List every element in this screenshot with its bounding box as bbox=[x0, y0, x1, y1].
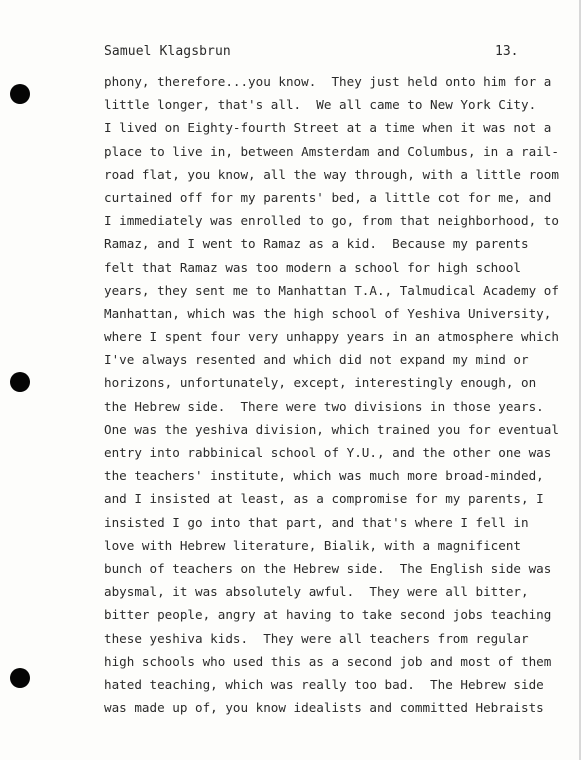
transcript-line: and I insisted at least, as a compromise for my parents, I bbox=[104, 491, 544, 507]
transcript-line: One was the yeshiva division, which trained you for eventual bbox=[104, 421, 559, 437]
transcript-line: abysmal, it was absolutely awful. They were all bitter, bbox=[104, 584, 529, 600]
transcript-line: phony, therefore...you know. They just held onto him for a bbox=[104, 74, 552, 89]
punch-hole bbox=[10, 668, 30, 688]
punch-hole bbox=[10, 372, 30, 392]
transcript-line: little longer, that's all. We all came to New York City. bbox=[104, 97, 537, 113]
transcript-line: I lived on Eighty-fourth Street at a time when it was not a bbox=[104, 120, 552, 136]
punch-hole bbox=[10, 84, 30, 104]
transcript-line: hated teaching, which was really too bad. The Hebrew side bbox=[104, 676, 544, 692]
header-interviewee-name: Samuel Klagsbrun bbox=[104, 44, 231, 59]
transcript-line: felt that Ramaz was too modern a school for high school bbox=[104, 259, 522, 275]
transcript-line: horizons, unfortunately, except, interestingly enough, on bbox=[104, 375, 537, 391]
page-number: 13. bbox=[495, 44, 519, 59]
transcript-line: years, they sent me to Manhattan T.A., Talmudical Academy of bbox=[104, 282, 559, 298]
transcript-body bbox=[104, 70, 574, 719]
transcript-line: I immediately was enrolled to go, from that neighborhood, to bbox=[104, 213, 559, 229]
transcript-line: Manhattan, which was the high school of Yeshiva University, bbox=[104, 305, 552, 321]
transcript-line: bunch of teachers on the Hebrew side. The English side was bbox=[104, 560, 552, 576]
transcript-line: curtained off for my parents' bed, a little cot for me, and bbox=[104, 189, 552, 205]
transcript-line: love with Hebrew literature, Bialik, with a magnificent bbox=[104, 537, 522, 553]
transcript-line: bitter people, angry at having to take second jobs teaching bbox=[104, 607, 552, 623]
transcript-line: place to live in, between Amsterdam and Columbus, in a rail- bbox=[104, 143, 559, 159]
transcript-line: insisted I go into that part, and that's where I fell in bbox=[104, 514, 529, 530]
transcript-line: the Hebrew side. There were two divisions in those years. bbox=[104, 398, 544, 414]
transcript-line: entry into rabbinical school of Y.U., and the other one was bbox=[104, 445, 552, 460]
transcript-line: road flat, you know, all the way through, with a little room bbox=[104, 166, 559, 182]
transcript-line: the teachers' institute, which was much more broad-minded, bbox=[104, 468, 544, 484]
transcript-line: high schools who used this as a second job and most of them bbox=[104, 653, 552, 669]
transcript-line: was made up of, you know idealists and committed Hebraists bbox=[104, 700, 544, 716]
transcript-line: I've always resented and which did not expand my mind or bbox=[104, 352, 529, 368]
transcript-line: these yeshiva kids. They were all teachers from regular bbox=[104, 630, 529, 646]
transcript-line: where I spent four very unhappy years in an atmosphere which bbox=[104, 329, 559, 345]
transcript-line: Ramaz, and I went to Ramaz as a kid. Because my parents bbox=[104, 236, 529, 252]
